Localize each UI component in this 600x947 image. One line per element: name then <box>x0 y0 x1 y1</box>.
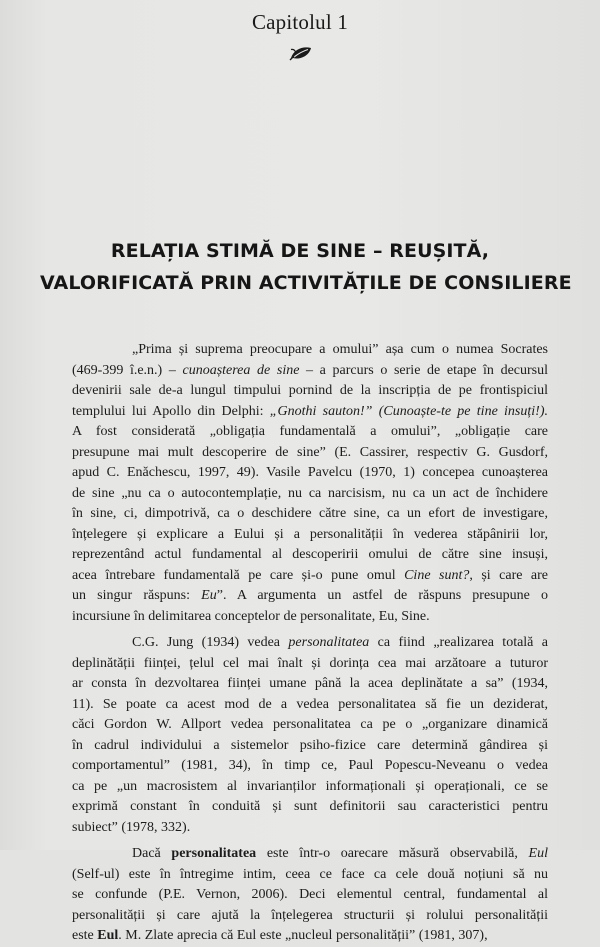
bold-text: personalitatea <box>171 846 257 861</box>
text-line <box>72 607 548 628</box>
text-run: Dacă <box>132 846 172 861</box>
bold-text: Eul <box>97 928 119 943</box>
text-line <box>72 381 548 402</box>
leaf-ornament-icon <box>287 43 313 63</box>
text-run: apud C. Enăchescu, 1997, 49). Vasile Pavelcu (1970, 1) concepea cunoașterea <box>72 465 548 480</box>
text-line <box>72 566 548 587</box>
text-run: – a parcurs o serie de etape în decursul <box>299 362 548 378</box>
text-line <box>72 715 548 736</box>
text-line <box>72 484 548 505</box>
text-run: incursiune în delimitarea conceptelor de personalitate, Eu, Sine. <box>72 608 430 624</box>
text-run: , și care are <box>469 567 548 583</box>
text-line <box>72 756 548 777</box>
text-line <box>72 504 548 525</box>
text-run: înțelegere și explicare a Eului și a personalității în vederea stăpânirii lor, <box>72 526 548 542</box>
text-run: exprimă constant în conduită și sunt definitorii sau caracteristici pentru <box>72 799 548 814</box>
text-line <box>72 463 548 484</box>
text-run: căci Gordon W. Allport vedea personalitatea ca pe o „organizare dinamică <box>72 717 548 732</box>
text-run: ca pe „un macrosistem al invarianților informaționali și operaționali, ce se <box>72 778 548 794</box>
text-run: deplinătății ființei, țelul cel mai înalt și dorința cea mai arzătoare a tuturor <box>72 655 548 671</box>
text-run: de sine „nu ca o autocontemplație, nu ca narcisism, nu ca un act de închidere <box>72 485 548 501</box>
text-run: devenirii sale de-a lungul timpului pornind de la inscripția de pe frontispiciul <box>72 383 548 398</box>
text-line <box>72 865 548 886</box>
text-line <box>72 906 548 927</box>
text-line <box>72 545 548 566</box>
text-run: subiect” (1978, 332). <box>72 819 191 835</box>
italic-text: cunoașterea de sine <box>182 362 300 378</box>
text-line <box>72 525 548 546</box>
text-run: (469-399 î.e.n.) – <box>72 362 183 378</box>
text-line <box>72 695 548 716</box>
text-line <box>72 818 548 839</box>
text-run: (Self-ul) este în întregime intim, ceea ce face ca cele două noțiuni să nu <box>72 866 548 882</box>
text-run: este într-o oarecare măsură observabilă, <box>256 846 529 861</box>
chapter-label: Capitolul 1 <box>251 10 349 34</box>
text-run: în cadrul individului a sistemelor psiho-fizice care determină gândirea și <box>72 737 548 753</box>
text-run: C.G. Jung (1934) vedea <box>132 635 289 650</box>
text-line <box>72 402 548 423</box>
italic-text: „Gnothi sauton!” (Cunoaște-te pe tine insuți!). <box>269 403 548 419</box>
text-line <box>72 443 548 464</box>
paragraph <box>72 844 548 947</box>
text-run: comportamentul” (1981, 34), în timp ce, Paul Popescu-Neveanu o vedea <box>72 758 548 773</box>
text-run: . M. Zlate aprecia că Eul este „nucleul personalității” (1981, 307), <box>118 928 488 943</box>
text-line <box>72 422 548 443</box>
text-run: ar consta în dezvoltarea ființei umane până la acea deplinătate a sa” (1934, <box>72 676 548 691</box>
paragraph <box>72 633 548 838</box>
text-line <box>72 586 548 607</box>
text-run: ”. A argumenta un astfel de răspuns presupune o <box>216 588 548 603</box>
text-line <box>72 654 548 675</box>
chapter-title-line-1: RELAȚIA STIMĂ DE SINE – REUȘITĂ, <box>110 240 490 262</box>
text-run: 11). Se poate ca acest mod de a vedea personalitatea să fie un deziderat, <box>72 696 548 712</box>
text-run: se confunde (P.E. Vernon, 2006). Deci elementul central, fundamental al <box>72 887 548 902</box>
text-line <box>72 736 548 757</box>
text-line <box>72 844 548 865</box>
text-run: templului lui Apollo din Delphi: <box>72 403 270 419</box>
italic-text: Eu <box>201 588 217 603</box>
text-line <box>72 340 548 361</box>
paragraph <box>72 340 548 627</box>
text-line <box>72 361 548 382</box>
text-run: A fost considerată „obligația fundamentală a omului”, „obligație care <box>72 424 548 439</box>
text-run: reprezentând actul fundamental al descoperirii omului de către sine insuși, <box>72 547 548 562</box>
chapter-title <box>40 235 572 299</box>
text-run: un singur răspuns: <box>72 588 202 603</box>
body-text <box>72 340 548 947</box>
italic-text: personalitatea <box>288 635 370 650</box>
chapter-title-line-2: VALORIFICATĂ PRIN ACTIVITĂȚILE DE CONSILIERE <box>40 272 572 294</box>
text-line <box>72 926 548 947</box>
text-run: „Prima și suprema preocupare a omului” așa cum o numea Socrates <box>132 342 548 357</box>
text-run: în sine, ci, dimpotrivă, ca o deschidere către sine, ca un efort de investigare, <box>72 506 548 521</box>
text-line <box>72 633 548 654</box>
text-run: personalității și care ajută la înțelegerea structurii și rolului personalității <box>72 907 548 923</box>
italic-text: Eul <box>528 846 548 861</box>
text-run: ca fiind „realizarea totală a <box>369 635 548 650</box>
text-line <box>72 885 548 906</box>
text-run: este <box>72 928 98 943</box>
text-line <box>72 797 548 818</box>
text-line <box>72 777 548 798</box>
text-run: presupune mai mult descoperire de sine” (E. Cassirer, respectiv G. Gusdorf, <box>72 444 548 460</box>
italic-text: Cine sunt? <box>404 567 470 583</box>
text-run: acea întrebare fundamentală pe care și-o pune omul <box>72 567 405 583</box>
text-line <box>72 674 548 695</box>
